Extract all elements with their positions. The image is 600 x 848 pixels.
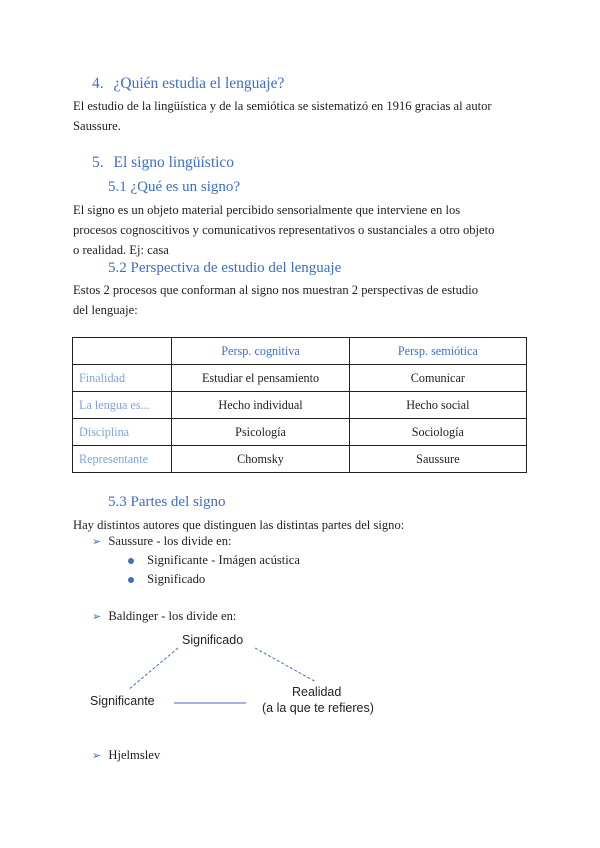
section-4-number: 4. [92,75,104,92]
section-5-1-body-line: El signo es un objeto material percibido sensorialmente que interviene en los [73,203,461,217]
arrow-bullet-icon: ➢ [92,535,102,548]
list-item-label: Saussure - los divide en: [108,534,232,548]
diagram-realidad-note: (a la que te refieres) [262,701,374,715]
table-row-label: Representante [73,446,172,473]
section-4-title: ¿Quién estudia el lenguaje? [113,75,285,92]
table-cell: Sociología [349,419,526,446]
section-5-3-heading: 5.3 Partes del signo [108,494,226,510]
list-item-label: Significado [147,572,206,586]
table-row-label: Finalidad [73,365,172,392]
list-item-label: Baldinger - los divide en: [108,609,237,623]
table-cell: Estudiar el pensamiento [172,365,349,392]
section-5-1-heading: 5.1 ¿Qué es un signo? [108,179,241,195]
dashed-connector-right [255,648,316,682]
section-5-1-body-line: procesos cognoscitivos y comunicativos representativos o sustanciales a otro objeto [73,223,495,237]
table-cell: Hecho social [349,392,526,419]
dashed-connector-left [128,648,178,690]
section-5-2-body-line: Estos 2 procesos que conforman al signo nos muestran 2 perspectivas de estudio [73,283,479,297]
section-5-1-body-line: o realidad. Ej: casa [73,243,169,257]
table-header-cell: Persp. semiótica [349,338,526,365]
section-4-body-line: El estudio de la lingüística y de la semiótica se sistematizó en 1916 gracias al autor [73,99,492,113]
section-5-3-intro: Hay distintos autores que distinguen las distintas partes del signo: [73,518,405,532]
section-5-number: 5. [92,154,104,171]
list-item-label: Hjelmslev [108,748,161,762]
diagram-realidad: Realidad [292,685,342,699]
table-cell: Saussure [349,446,526,473]
table-row-label: Disciplina [73,419,172,446]
diagram-significante: Significante [90,694,155,708]
table-header-cell: Persp. cognitiva [172,338,349,365]
table-cell: Hecho individual [172,392,349,419]
list-item-hjelmslev [92,748,160,763]
table-cell: Psicología [172,419,349,446]
arrow-bullet-icon: ➢ [92,610,102,623]
diagram-significado: Significado [182,633,244,647]
table-row-label: La lengua es... [73,392,172,419]
table-cell: Chomsky [172,446,349,473]
section-5-title: El signo lingüístico [113,154,235,171]
arrow-bullet-icon: ➢ [92,749,102,762]
section-5-2-body-line: del lenguaje: [73,303,138,317]
section-5-2-heading: 5.2 Perspectiva de estudio del lenguaje [108,260,342,276]
list-item-label: Significante - Imágen acústica [147,553,300,567]
section-4-body-line: Saussure. [73,119,121,133]
table-cell: Comunicar [349,365,526,392]
